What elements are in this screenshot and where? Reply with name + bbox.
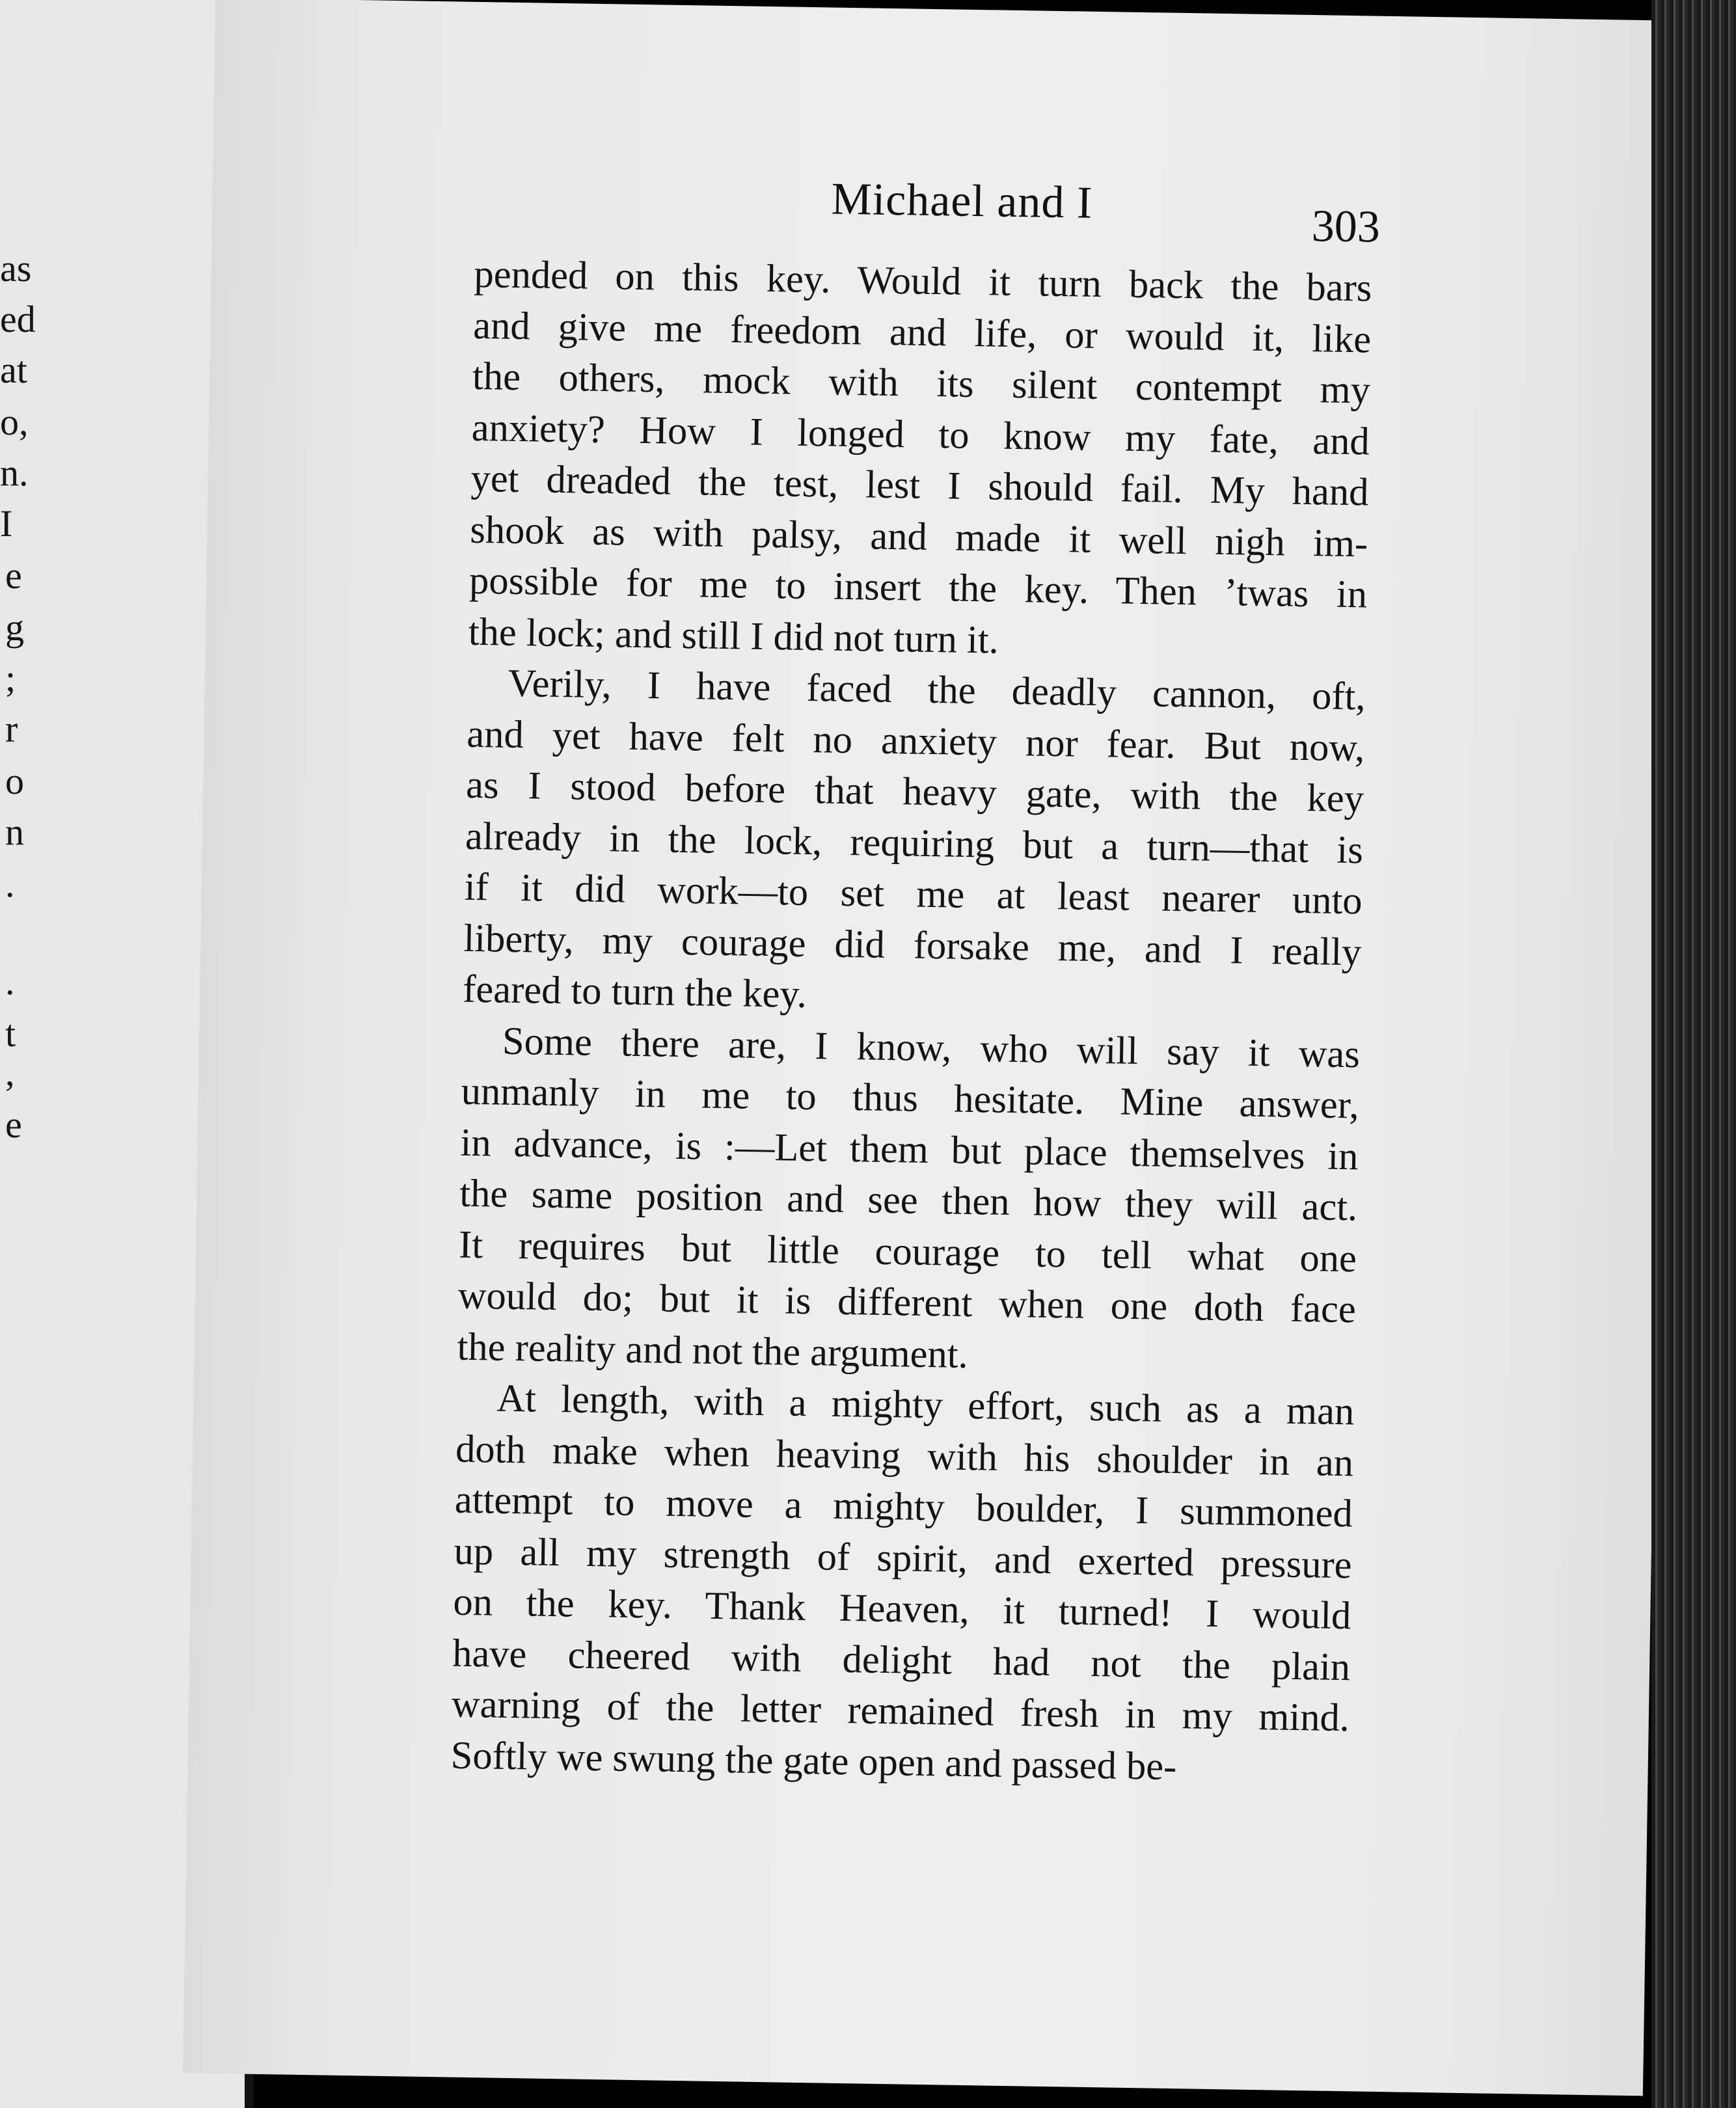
- text-line: Some there are, I know, who will say it was: [502, 1019, 1361, 1076]
- text-line: the reality and not the argument.: [457, 1325, 969, 1377]
- left-page-fragment: n.: [0, 452, 29, 494]
- text-line: Softly we swung the gate open and passed be-: [450, 1733, 1177, 1789]
- text-line: possible for me to insert the key. Then ’twas in: [468, 558, 1368, 617]
- page-number: 303: [1311, 201, 1381, 252]
- text-line: It requires but little courage to tell what one: [458, 1223, 1357, 1280]
- text-line: the lock; and still I did not turn it.: [468, 610, 999, 662]
- paragraph: [450, 1373, 1355, 1796]
- left-page-fragment: ,: [5, 1051, 15, 1094]
- text-line: would do; but it is different when one doth face: [457, 1273, 1357, 1332]
- page-block-edges: [1651, 0, 1736, 2108]
- left-page-fragment: ed: [0, 298, 36, 340]
- book-page: [183, 0, 1675, 2096]
- left-page-fragment: at: [0, 349, 27, 391]
- left-page-fragment: g: [5, 606, 24, 649]
- text-line: on the key. Thank Heaven, it turned! I would: [452, 1580, 1351, 1638]
- text-line: in advance, is :—Let them but place themselves in: [460, 1120, 1359, 1178]
- text-line: Verily, I have faced the deadly cannon, oft,: [508, 661, 1366, 719]
- left-page-fragment: o: [5, 760, 24, 802]
- left-page-fragment: e: [5, 1103, 22, 1146]
- text-line: doth make when heaving with his shoulder in an: [455, 1427, 1354, 1485]
- left-page-fragment: o,: [0, 401, 29, 443]
- text-line: up all my strength of spirit, and exerted pressure: [454, 1529, 1353, 1587]
- paragraph: [457, 1015, 1360, 1386]
- text-line: as I stood before that heavy gate, with the key: [465, 763, 1364, 821]
- body-text: [450, 249, 1372, 1795]
- text-line: warning of the letter remained fresh in my mind.: [451, 1682, 1350, 1740]
- text-line: pended on this key. Would it turn back the bars: [474, 252, 1372, 310]
- left-page-fragment: I: [0, 502, 13, 545]
- text-line: feared to turn the key.: [462, 967, 807, 1017]
- running-head: Michael and I: [830, 174, 1093, 228]
- left-page-fragment: t: [5, 1012, 16, 1055]
- left-page-fragment: r: [5, 708, 18, 750]
- text-line: already in the lock, requiring but a turn—that is: [465, 814, 1364, 872]
- left-page-fragment: as: [0, 247, 32, 290]
- paragraph: [463, 658, 1366, 1029]
- text-line: liberty, my courage did forsake me, and I really: [463, 916, 1362, 974]
- left-page-fragment: e: [5, 554, 22, 597]
- text-line: have cheered with delight had not the plain: [452, 1631, 1351, 1689]
- text-line: yet dreaded the test, lest I should fail. My hand: [470, 456, 1369, 515]
- left-page-fragment: ;: [5, 657, 16, 699]
- paragraph: [468, 249, 1372, 672]
- text-line: the same position and see then how they will act.: [459, 1171, 1358, 1230]
- text-line: and give me freedom and life, or would it, like: [472, 303, 1372, 362]
- text-line: attempt to move a mighty boulder, I summoned: [454, 1478, 1353, 1536]
- text-line: the others, mock with its silent contempt my: [472, 354, 1371, 412]
- text-line: and yet have felt no anxiety nor fear. But now,: [466, 712, 1365, 770]
- left-page-fragment: .: [5, 960, 15, 1003]
- text-line: shook as with palsy, and made it well nigh im-: [469, 507, 1368, 565]
- text-line: anxiety? How I longed to know my fate, and: [471, 405, 1370, 464]
- left-page-fragment: .: [5, 863, 15, 905]
- left-page-fragment: n: [5, 811, 24, 853]
- text-line: if it did work—to set me at least nearer unto: [464, 865, 1363, 923]
- text-line: At length, with a mighty effort, such as a man: [496, 1376, 1355, 1434]
- text-line: unmanly in me to thus hesitate. Mine answer,: [461, 1069, 1360, 1128]
